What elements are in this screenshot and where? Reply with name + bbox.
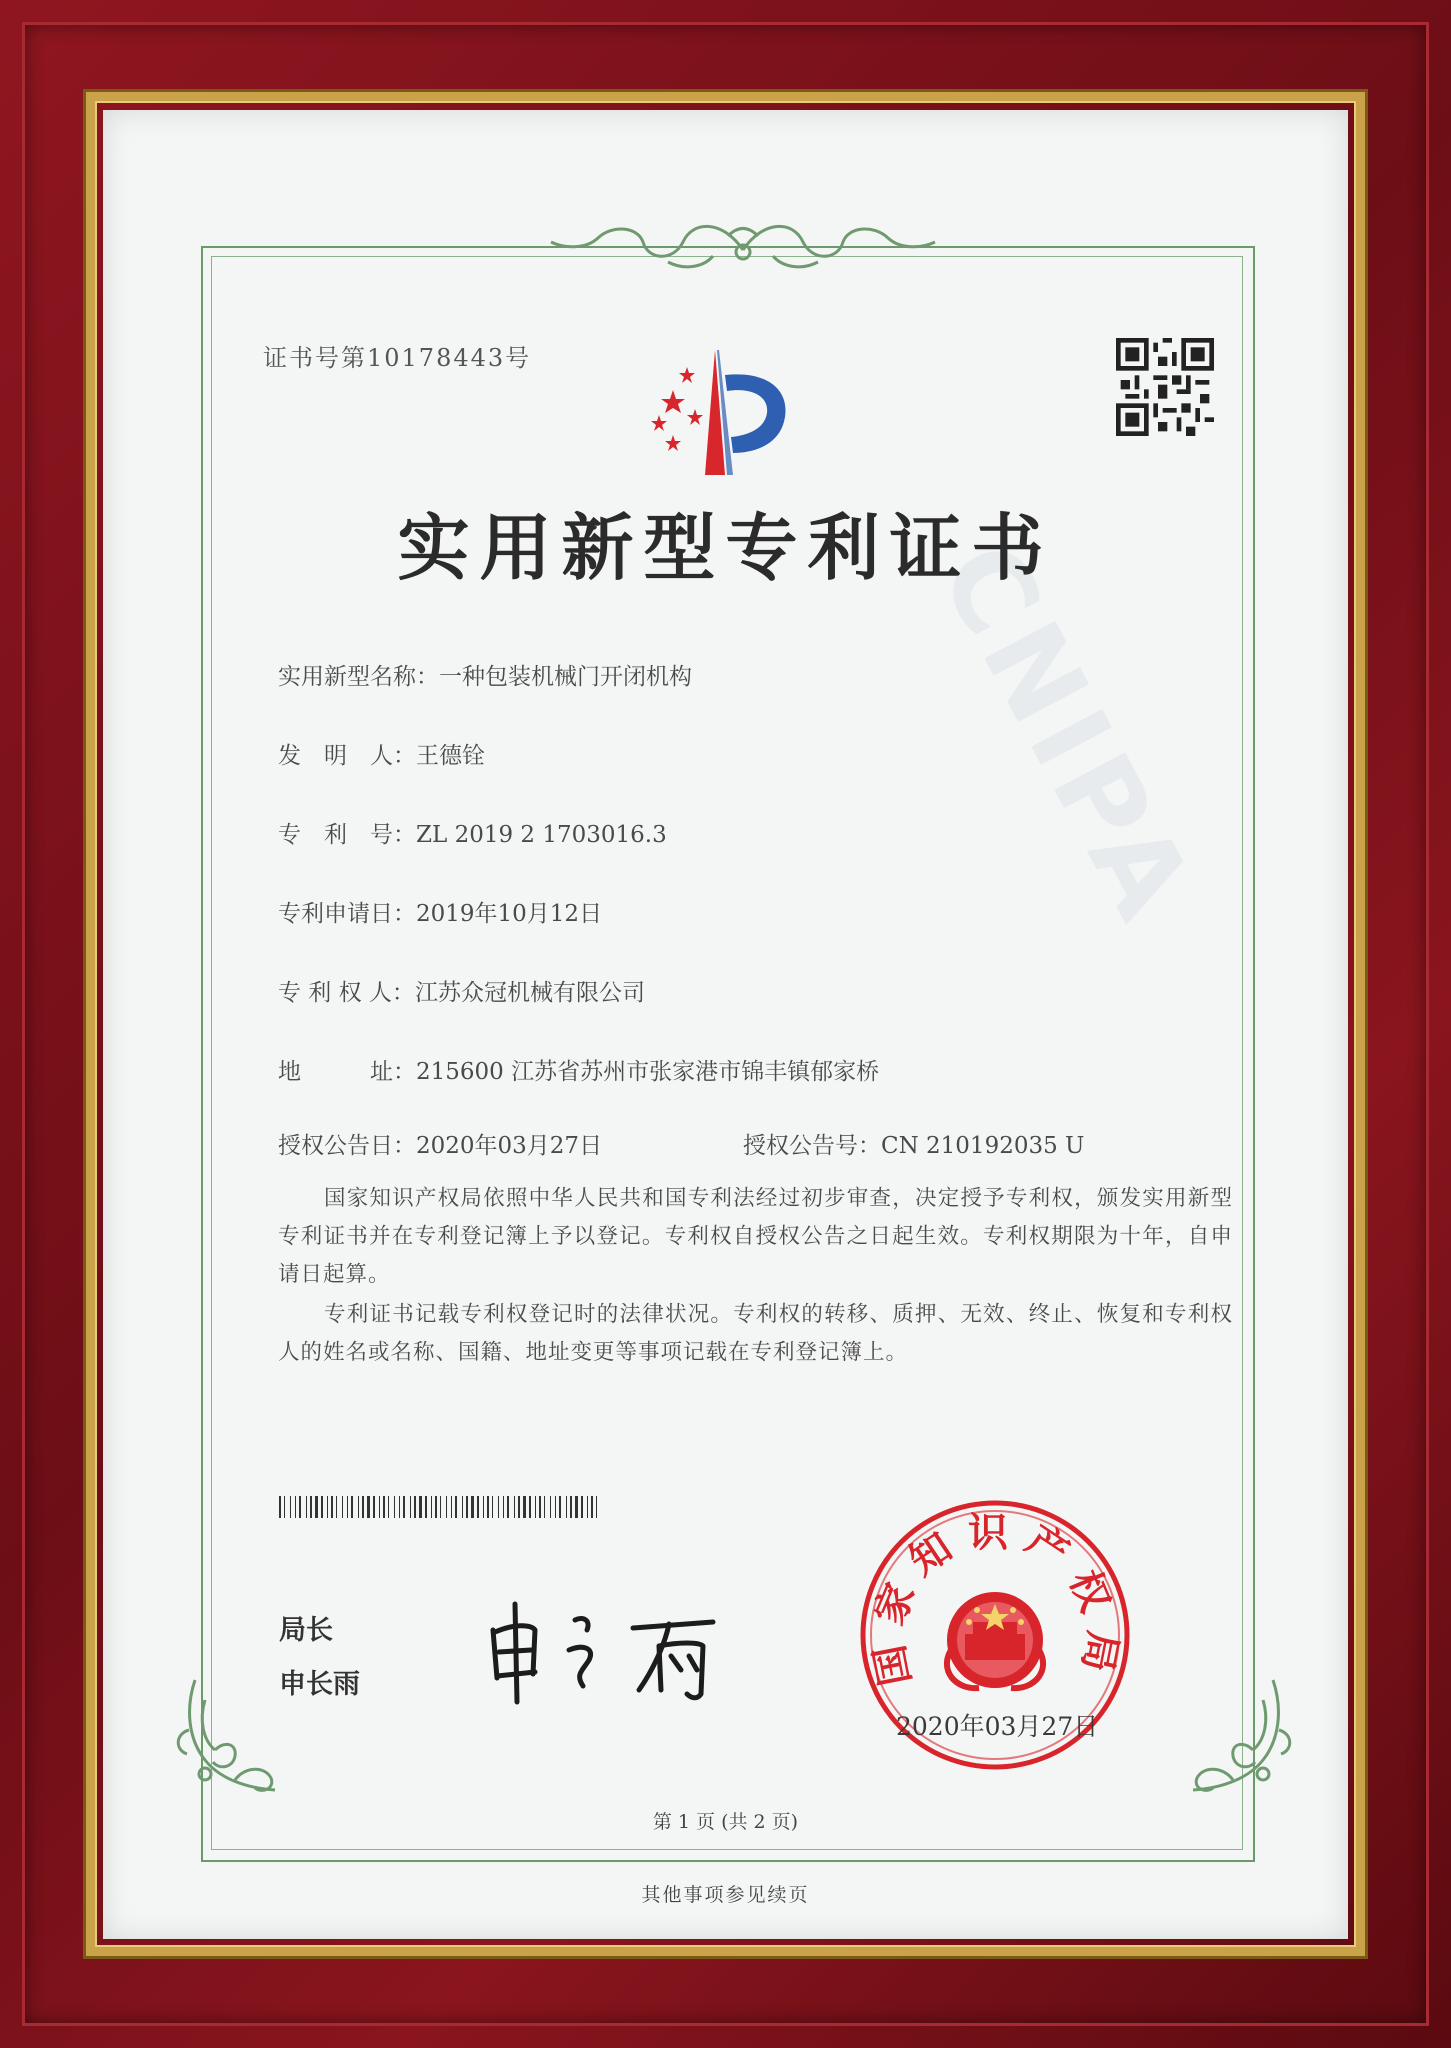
director-title: 局长 [279,1615,333,1646]
top-ornament-icon [543,212,943,278]
cnipa-watermark: CNIPA [915,523,1221,945]
seal-text: 国家知识产权局 [864,1510,1126,1690]
field-label: 专 利 号： [278,822,416,848]
field-value: CN 210192035 U [881,1133,1085,1159]
field-label: 专 利 权 人： [278,980,415,1006]
field-grant-number [743,1127,1084,1160]
director-signature [483,1590,763,1710]
field-label: 授权公告号： [743,1133,881,1159]
field-utility-name [278,658,692,691]
field-label: 专利申请日： [278,901,416,927]
field-value: 215600 江苏省苏州市张家港市锦丰镇郁家桥 [416,1059,880,1085]
field-label: 授权公告日： [278,1133,416,1159]
field-patentee [278,974,645,1007]
certificate-paper [103,110,1348,1939]
qr-code-icon [1116,338,1214,436]
footer-note: 其他事项参见续页 [641,1884,810,1906]
corner-ornament-left-icon [175,1670,335,1810]
field-application-date [278,895,602,928]
certificate-title: 实用新型专利证书 [397,505,1054,590]
field-patent-number [278,816,667,849]
page-number: 第 1 页 (共 2 页) [652,1811,799,1833]
barcode-icon [279,1496,601,1518]
field-label: 地 址： [278,1059,416,1085]
field-value: 2020年03月27日 [416,1133,603,1159]
field-value: ZL 2019 2 1703016.3 [416,822,667,848]
director-name: 申长雨 [279,1669,360,1700]
grant-statement-paragraph: 国家知识产权局依照中华人民共和国专利法经过初步审查，决定授予专利权，颁发实用新型专利证书并在专利登记簿上予以登记。专利权自授权公告之日起生效。专利权期限为十年，自申请日起算。 [278,1186,1233,1287]
certificate-number: 证书号第10178443号 [263,344,532,372]
seal-date: 2020年03月27日 [896,1712,1099,1741]
field-value: 一种包装机械门开闭机构 [439,664,692,690]
field-value: 2019年10月12日 [416,901,603,927]
legal-status-paragraph: 专利证书记载专利权登记时的法律状况。专利权的转移、质押、无效、终止、恢复和专利权人的姓名或名称、国籍、地址变更等事项记载在专利登记簿上。 [278,1302,1233,1365]
field-inventor [278,737,485,770]
cnipa-logo-icon [633,335,823,485]
field-value: 江苏众冠机械有限公司 [414,980,645,1006]
field-label: 发 明 人： [278,743,416,769]
field-value: 王德铨 [416,743,485,769]
field-address [278,1053,879,1086]
field-label: 实用新型名称： [278,664,439,690]
corner-ornament-right-icon [1133,1670,1293,1810]
field-grant-date [278,1127,602,1160]
